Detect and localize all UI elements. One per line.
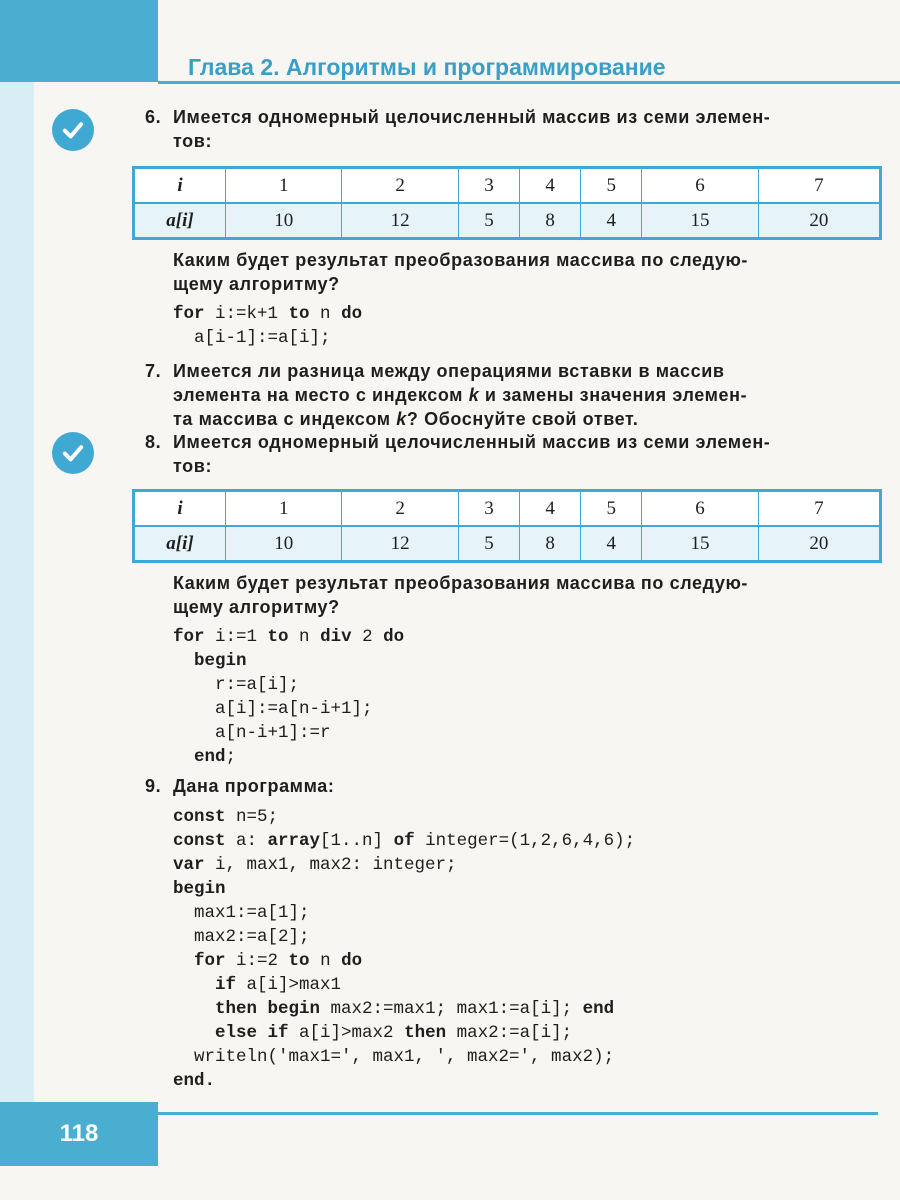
code-line: [173, 697, 404, 721]
variable: k: [396, 409, 407, 429]
table-cell: 8: [520, 526, 581, 562]
code-keyword: do: [383, 627, 405, 647]
code-keyword: end: [194, 747, 226, 767]
code-text: ;: [225, 747, 237, 767]
code-line: [173, 745, 404, 769]
code-text: i:=k+1: [204, 304, 289, 324]
code-text: a[i-1]:=a[i];: [173, 328, 331, 348]
code-keyword: const: [173, 807, 226, 827]
task-9: [145, 774, 885, 798]
code-text: [1..n]: [320, 831, 394, 851]
code-line: [173, 901, 635, 925]
task-text: Имеется одномерный целочисленный массив из семи элемен-: [173, 432, 771, 452]
task-8: [145, 430, 885, 454]
code-line: [173, 1045, 635, 1069]
margin-strip: [0, 82, 34, 1102]
code-text: [173, 747, 194, 767]
code-text: a[i]>max1: [236, 975, 342, 995]
table-cell: 3: [458, 491, 519, 527]
code-line: [173, 997, 635, 1021]
code-line: [173, 829, 635, 853]
table-cell: 6: [642, 168, 758, 204]
array-table: [132, 489, 882, 563]
code-text: writeln('max1=', max1, ', max2=', max2);: [173, 1047, 615, 1067]
code-block: [173, 805, 635, 1093]
row-label: a[i]: [134, 203, 226, 239]
task-7: [145, 359, 885, 383]
code-keyword: begin: [194, 651, 247, 671]
code-keyword: var: [173, 855, 205, 875]
code-text: n: [309, 951, 342, 971]
table-cell: 12: [342, 526, 458, 562]
code-line: [173, 326, 362, 350]
code-text: r:=a[i];: [173, 675, 300, 695]
table-cell: 4: [581, 526, 642, 562]
code-line: [173, 625, 404, 649]
code-line: [173, 302, 362, 326]
code-text: [173, 1023, 215, 1043]
variable: k: [468, 385, 480, 405]
code-keyword: of: [393, 831, 415, 851]
task-number: 6.: [145, 107, 162, 127]
table-cell: 4: [520, 168, 581, 204]
header-color-block: [0, 0, 158, 82]
code-text: [173, 651, 194, 671]
check-circle-icon: [52, 432, 94, 474]
code-keyword: to: [288, 304, 310, 324]
question-text: Каким будет результат преобразования массива по следую-: [173, 250, 749, 270]
table-cell: 4: [581, 203, 642, 239]
table-cell: 3: [458, 168, 519, 204]
task-text: Дана программа:: [173, 776, 335, 796]
text: и замены значения элемен-: [479, 385, 748, 405]
code-line: [173, 673, 404, 697]
code-keyword: for: [173, 627, 205, 647]
code-keyword: end: [582, 999, 615, 1019]
code-text: i, max1, max2: integer;: [204, 855, 457, 875]
table-cell: 10: [226, 526, 342, 562]
table-cell: 6: [642, 491, 758, 527]
code-line: [173, 805, 635, 829]
code-keyword: div: [320, 627, 352, 647]
task-text: тов:: [173, 456, 213, 476]
table-cell: 1: [226, 491, 342, 527]
task-text: [173, 407, 885, 431]
task-text: тов:: [173, 131, 213, 151]
question-text: Каким будет результат преобразования массива по следую-: [173, 573, 749, 593]
code-keyword: else if: [215, 1023, 289, 1043]
code-block: [173, 302, 362, 350]
question-text: щему алгоритму?: [173, 597, 340, 617]
code-line: [173, 925, 635, 949]
code-text: a[n-i+1]:=r: [173, 723, 331, 743]
table-cell: 20: [758, 203, 880, 239]
code-text: a[i]>max2: [288, 1023, 405, 1043]
table-cell: 2: [342, 168, 458, 204]
code-text: [173, 999, 215, 1019]
code-keyword: end.: [173, 1071, 216, 1091]
code-line: [173, 973, 635, 997]
task-number: 7.: [145, 361, 162, 381]
row-label: i: [134, 168, 226, 204]
chapter-title: Глава 2. Алгоритмы и программирование: [188, 54, 666, 80]
code-text: n: [309, 304, 342, 324]
page-number-box: [0, 1102, 158, 1166]
page-number: 118: [59, 1120, 99, 1147]
table-row-index: [134, 168, 881, 204]
array-table: [132, 166, 882, 240]
task-text: [173, 383, 885, 407]
task-text: Имеется одномерный целочисленный массив из семи элемен-: [173, 107, 771, 127]
code-text: max2:=max1; max1:=a[i];: [320, 999, 583, 1019]
check-circle-icon: [52, 109, 94, 151]
code-line: [173, 721, 404, 745]
question-text: щему алгоритму?: [173, 274, 340, 294]
code-text: max1:=a[1];: [173, 903, 310, 923]
table-cell: 5: [458, 526, 519, 562]
task-number: 9.: [145, 776, 162, 796]
code-keyword: array: [267, 831, 321, 851]
code-keyword: for: [173, 304, 205, 324]
code-line: [173, 1021, 635, 1045]
code-text: n=5;: [225, 807, 279, 827]
table-cell: 7: [758, 491, 880, 527]
code-keyword: if: [215, 975, 237, 995]
code-text: a[i]:=a[n-i+1];: [173, 699, 373, 719]
table-cell: 7: [758, 168, 880, 204]
code-text: i:=2: [225, 951, 289, 971]
code-line: [173, 649, 404, 673]
code-line: [173, 1069, 635, 1093]
code-text: a:: [225, 831, 268, 851]
code-text: max2:=a[i];: [446, 1023, 573, 1043]
code-text: 2: [351, 627, 384, 647]
code-line: [173, 949, 635, 973]
table-cell: 15: [642, 203, 758, 239]
table-row-index: [134, 491, 881, 527]
table-cell: 20: [758, 526, 880, 562]
text: ? Обоснуйте свой ответ.: [406, 409, 639, 429]
code-text: i:=1: [204, 627, 268, 647]
code-text: n: [288, 627, 321, 647]
code-keyword: to: [288, 951, 310, 971]
code-keyword: then: [404, 1023, 447, 1043]
code-keyword: begin: [173, 879, 226, 899]
code-keyword: do: [341, 951, 363, 971]
code-keyword: do: [341, 304, 363, 324]
code-text: [173, 975, 215, 995]
task-6: [145, 105, 885, 129]
code-line: [173, 877, 635, 901]
row-label: a[i]: [134, 526, 226, 562]
code-text: max2:=a[2];: [173, 927, 310, 947]
table-cell: 15: [642, 526, 758, 562]
code-line: [173, 853, 635, 877]
table-cell: 10: [226, 203, 342, 239]
table-cell: 5: [458, 203, 519, 239]
table-cell: 2: [342, 491, 458, 527]
header-rule: [158, 81, 900, 84]
code-text: [173, 951, 194, 971]
table-row-values: [134, 526, 881, 562]
text: элемента на место с индексом: [173, 385, 469, 405]
code-text: integer=(1,2,6,4,6);: [414, 831, 636, 851]
table-cell: 8: [520, 203, 581, 239]
task-text: Имеется ли разница между операциями вставки в массив: [173, 361, 725, 381]
table-cell: 12: [342, 203, 458, 239]
code-keyword: then begin: [215, 999, 321, 1019]
table-cell: 5: [581, 168, 642, 204]
task-number: 8.: [145, 432, 162, 452]
code-keyword: const: [173, 831, 226, 851]
footer-rule: [158, 1112, 878, 1115]
code-keyword: to: [267, 627, 289, 647]
table-cell: 5: [581, 491, 642, 527]
table-cell: 4: [520, 491, 581, 527]
code-keyword: for: [194, 951, 226, 971]
text: та массива с индексом: [173, 409, 397, 429]
code-block: [173, 625, 404, 769]
table-row-values: [134, 203, 881, 239]
table-cell: 1: [226, 168, 342, 204]
row-label: i: [134, 491, 226, 527]
